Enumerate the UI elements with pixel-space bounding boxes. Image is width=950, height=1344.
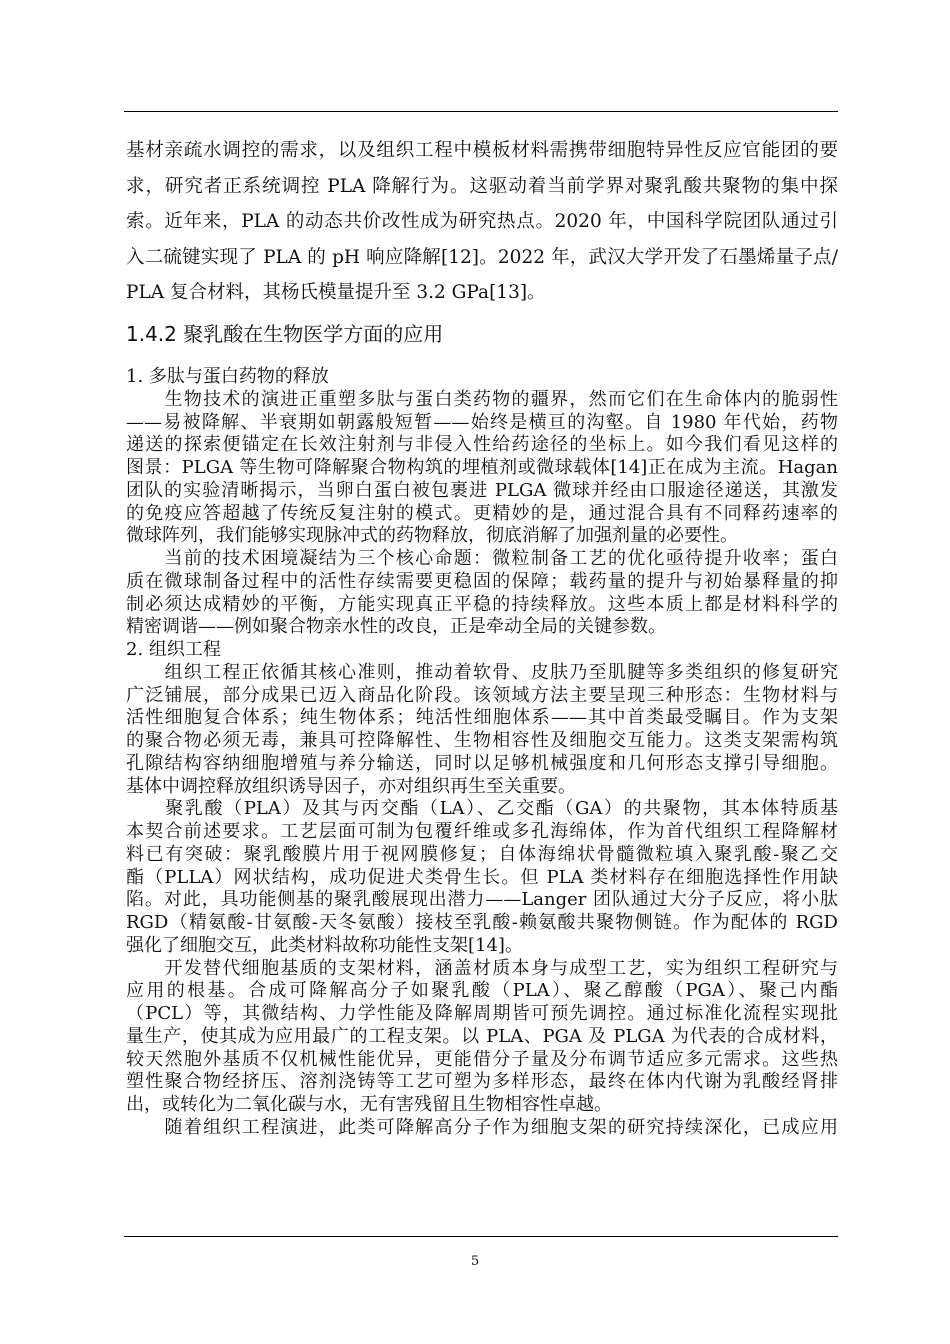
text-line: 质在微球制备过程中的活性存续需要更稳固的保障；载药量的提升与初始暴释量的抑 <box>126 570 838 592</box>
text-line: 递送的探索便锚定在长效注射剂与非侵入性给药途径的坐标上。如今我们看见这样的 <box>126 434 838 456</box>
text-line: 组织工程正依循其核心准则，推动着软骨、皮肤乃至肌腱等多类组织的修复研究 <box>126 661 838 683</box>
text-line: 索。近年来，PLA 的动态共价改性成为研究热点。2020 年，中国科学院团队通过引 <box>126 211 838 232</box>
text-line: （PCL）等，其微结构、力学性能及降解周期皆可预先调控。通过标准化流程实现批 <box>126 1003 838 1024</box>
text-line: 较天然胞外基质不仅机械性能优异，更能借分子量及分布调节适应多元需求。这些热 <box>126 1048 838 1070</box>
text-line: 当前的技术困境凝结为三个核心命题：微粒制备工艺的优化亟待提升收率；蛋白 <box>126 548 838 569</box>
text-line: 的聚合物必须无毒，兼具可控降解性、生物相容性及细胞交互能力。这类支架需构筑 <box>126 730 838 751</box>
text-line: 应用的根基。合成可降解高分子如聚乳酸（PLA）、聚乙醇酸（PGA）、聚己内酯 <box>126 980 838 1002</box>
text-line: 本契合前述要求。工艺层面可制为包覆纤维或多孔海绵体，作为首代组织工程降解材 <box>126 821 838 842</box>
section-heading: 1.4.2 聚乳酸在生物医学方面的应用 <box>126 322 444 346</box>
subsection-title: 1. 多肽与蛋白药物的释放 <box>126 366 329 387</box>
text-line: 基体中调控释放组织诱导因子，亦对组织再生至关重要。 <box>126 775 576 797</box>
text-line: 广泛铺展，部分成果已迈入商品化阶段。该领域方法主要呈现三种形态：生物材料与 <box>126 684 838 706</box>
text-line: 量生产，使其成为应用最广的工程支架。以 PLA、PGA 及 PLGA 为代表的合成材料， <box>126 1025 838 1047</box>
text-line: 强化了细胞交互，此类材料故称功能性支架[14]。 <box>126 934 523 956</box>
text-line: 的免疫应答超越了传统反复注射的模式。更精妙的是，通过混合具有不同释药速率的 <box>126 502 838 524</box>
text-line: 活性细胞复合体系；纯生物体系；纯活性细胞体系——其中首类最受瞩目。作为支架 <box>126 707 838 729</box>
text-line: 微球阵列，我们能够实现脉冲式的药物释放，彻底消解了加强剂量的必要性。 <box>126 525 738 547</box>
text-line: 图景：PLGA 等生物可降解聚合物构筑的埋植剂或微球载体[14]正在成为主流。Hagan <box>126 457 838 478</box>
text-line: ——易被降解、半衰期如朝露般短暂——始终是横亘的沟壑。自 1980 年代始，药物 <box>126 411 838 433</box>
text-line: 出，或转化为二氧化碳与水，无有害残留且生物相容性卓越。 <box>126 1094 612 1115</box>
header-rule <box>124 111 838 112</box>
text-line: 基材亲疏水调控的需求，以及组织工程中模板材料需携带细胞特异性反应官能团的要 <box>126 140 838 161</box>
text-line: 团队的实验清晰揭示，当卵白蛋白被包裹进 PLGA 微球并经由口服途径递送，其激发 <box>126 479 838 501</box>
text-line: 生物技术的演进正重塑多肽与蛋白类药物的疆界，然而它们在生命体内的脆弱性 <box>126 388 838 410</box>
footer-rule <box>124 1236 838 1237</box>
text-line: RGD（精氨酸-甘氨酸-天冬氨酸）接枝至乳酸-赖氨酸共聚物侧链。作为配体的 RGD <box>126 912 838 933</box>
text-line: 入二硫键实现了 PLA 的 pH 响应降解[12]。2022 年，武汉大学开发了石墨烯量子点/ <box>126 246 838 268</box>
text-line: 求，研究者正系统调控 PLA 降解行为。这驱动着当前学界对聚乳酸共聚物的集中探 <box>126 175 838 197</box>
text-line: 料已有突破：聚乳酸膜片用于视网膜修复；自体海绵状骨髓微粒填入聚乳酸-聚乙交 <box>126 843 838 865</box>
text-line: PLA 复合材料，其杨氏模量提升至 3.2 GPa[13]。 <box>126 282 546 303</box>
text-line: 随着组织工程演进，此类可降解高分子作为细胞支架的研究持续深化，已成应用 <box>126 1116 838 1138</box>
text-line: 开发替代细胞基质的支架材料，涵盖材质本身与成型工艺，实为组织工程研究与 <box>126 957 838 979</box>
text-line: 制必须达成精妙的平衡，方能实现真正平稳的持续释放。这些本质上都是材料科学的 <box>126 593 838 615</box>
text-line: 精密调谐——例如聚合物亲水性的改良，正是牵动全局的关键参数。 <box>126 616 666 638</box>
text-line: 孔隙结构容纳细胞增殖与养分输送，同时以足够机械强度和几何形态支撑引导细胞。 <box>126 752 838 774</box>
text-line: 酯（PLLA）网状结构，成功促进犬类骨生长。但 PLA 类材料存在细胞选择性作用缺 <box>126 866 838 888</box>
subsection-title: 2. 组织工程 <box>126 639 221 660</box>
text-line: 塑性聚合物经挤压、溶剂浇铸等工艺可塑为多样形态，最终在体内代谢为乳酸经肾排 <box>126 1071 838 1093</box>
page-number: 5 <box>470 1254 480 1269</box>
text-line: 聚乳酸（PLA）及其与丙交酯（LA）、乙交酯（GA）的共聚物，其本体特质基 <box>126 798 838 820</box>
text-line: 陷。对此，具功能侧基的聚乳酸展现出潜力——Langer 团队通过大分子反应，将小肽 <box>126 889 838 911</box>
